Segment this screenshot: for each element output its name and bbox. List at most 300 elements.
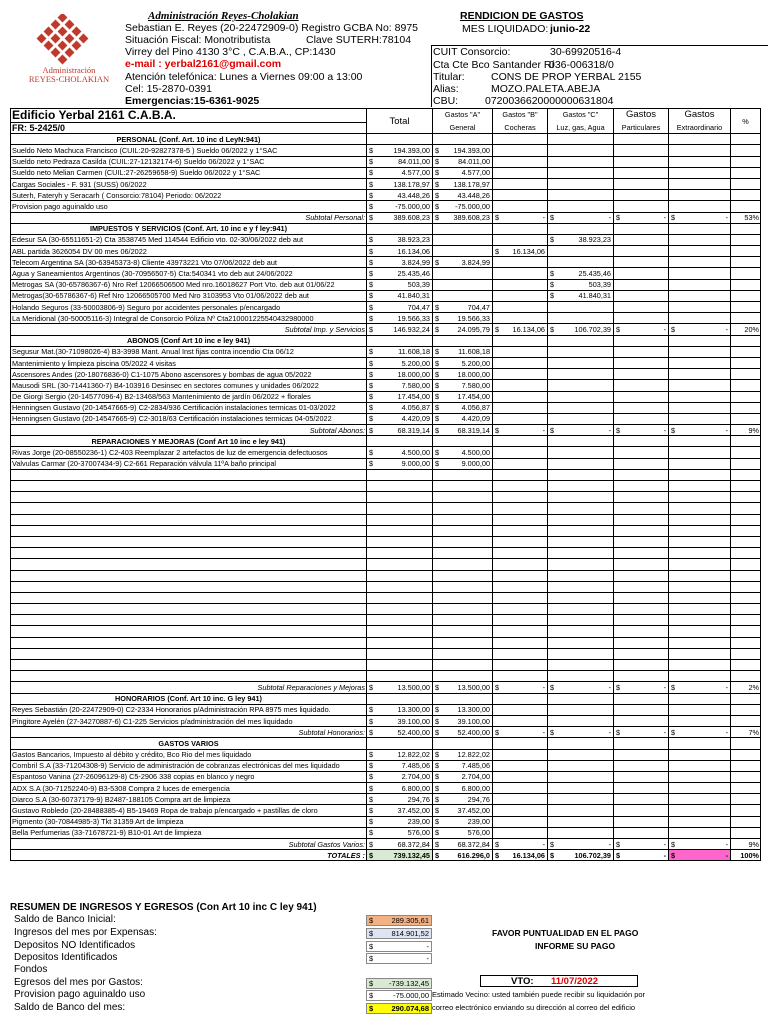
subtotal-e	[669, 727, 731, 738]
empty-cell	[433, 525, 493, 536]
subtotal-c	[548, 839, 614, 850]
expense-description: Pingitore Ayelén (27-34270887-6) C1-225 Servicios p/administración del mes liquidado	[11, 715, 367, 726]
gastos-c-cell	[548, 156, 614, 167]
empty-cell	[493, 469, 548, 480]
empty-cell	[548, 671, 614, 682]
section-title: GASTOS VARIOS	[11, 738, 367, 749]
empty-cell	[493, 592, 548, 603]
pct-cell	[731, 402, 761, 413]
empty-cell	[493, 525, 548, 536]
gastos-a-cell	[433, 771, 493, 782]
currency-symbol: $	[616, 213, 621, 223]
total-cell	[367, 190, 433, 201]
amount: 4.056,87	[401, 403, 430, 413]
expense-description: Valvulas Carmar (20-37007434-9) C2-661 Reparación válvula 11ºA baño principal	[11, 458, 367, 469]
currency-symbol: $	[435, 794, 440, 804]
header-line1: Sebastian E. Reyes (20-22472909-0) Registro GCBA No: 8975	[125, 22, 419, 34]
empty-cell	[669, 469, 731, 480]
total-cell	[367, 783, 433, 794]
empty-cell	[11, 592, 367, 603]
header	[0, 0, 768, 110]
empty-cell	[731, 615, 761, 626]
total-cell	[367, 402, 433, 413]
empty-cell	[367, 626, 433, 637]
gastos-e-cell	[669, 346, 731, 357]
pct-cell	[731, 302, 761, 313]
amount: -75.000,00	[395, 201, 430, 211]
gastos-b-cell	[493, 794, 548, 805]
currency-symbol: $	[369, 991, 374, 1000]
gastos-e-cell	[669, 201, 731, 212]
company-logo	[14, 12, 114, 84]
gastos-c-cell	[548, 402, 614, 413]
gastos-b-cell	[493, 302, 548, 313]
empty-cell	[731, 660, 761, 671]
col-gastos-d-top: Gastos	[625, 109, 657, 121]
empty-cell	[731, 693, 761, 704]
empty-cell	[548, 469, 614, 480]
logo-text-1: Administración	[42, 65, 96, 75]
subtotal-c	[548, 324, 614, 335]
empty-cell	[548, 693, 614, 704]
subtotal-a	[433, 850, 493, 861]
subtotal-d	[614, 324, 669, 335]
gastos-b-cell	[493, 357, 548, 368]
total-cell	[367, 447, 433, 458]
gastos-d-cell	[614, 246, 669, 257]
resumen-value	[366, 941, 432, 952]
amount: -	[663, 727, 666, 737]
empty-cell	[669, 604, 731, 615]
col-gastos-b	[493, 109, 548, 134]
amount: 4.420,09	[401, 414, 430, 424]
pct-cell	[731, 246, 761, 257]
gastos-b-cell	[493, 257, 548, 268]
empty-cell	[669, 548, 731, 559]
col-gastos-c-top: Gastos "C"	[562, 110, 599, 120]
expense-row	[11, 715, 761, 726]
total-cell	[367, 156, 433, 167]
expense-row	[11, 190, 761, 201]
header-line2b: Clave SUTERH:78104	[306, 34, 412, 46]
subtotal-b	[493, 839, 548, 850]
subtotal-pct: 100%	[731, 850, 761, 861]
currency-symbol: $	[435, 358, 440, 368]
empty-cell	[548, 660, 614, 671]
total-cell	[367, 413, 433, 424]
empty-cell	[367, 592, 433, 603]
currency-symbol: $	[435, 403, 440, 413]
pct-cell	[731, 145, 761, 156]
building-cell: Edificio Yerbal 2161 C.A.B.A.	[11, 109, 367, 123]
amount: 19.566,33	[397, 313, 430, 323]
expense-row	[11, 279, 761, 290]
amount: 4.577,00	[461, 168, 490, 178]
empty-cell	[11, 581, 367, 592]
currency-symbol: $	[369, 839, 374, 849]
currency-symbol: $	[435, 257, 440, 267]
gastos-c-cell	[548, 279, 614, 290]
empty-cell	[731, 592, 761, 603]
gastos-c-cell	[548, 760, 614, 771]
amount: 576,00	[467, 828, 490, 838]
gastos-d-cell	[614, 257, 669, 268]
gastos-e-cell	[669, 268, 731, 279]
currency-symbol: $	[671, 839, 676, 849]
section-title: REPARACIONES Y MEJORAS (Conf Art 10 inc e ley 941)	[11, 436, 367, 447]
header-line2a: Situación Fiscal: Monotributista	[125, 34, 271, 46]
empty-cell	[669, 536, 731, 547]
currency-symbol: $	[616, 839, 621, 849]
gastos-e-cell	[669, 246, 731, 257]
subtotal-pct: 53%	[731, 212, 761, 223]
empty-cell	[669, 134, 731, 145]
gastos-d-cell	[614, 167, 669, 178]
amount: 16.134,06	[512, 850, 545, 860]
total-cell	[367, 145, 433, 156]
expense-row	[11, 246, 761, 257]
empty-cell	[433, 481, 493, 492]
currency-symbol: $	[369, 806, 374, 816]
gastos-d-cell	[614, 302, 669, 313]
currency-symbol: $	[369, 1004, 374, 1013]
amount: 7.485,06	[401, 761, 430, 771]
empty-cell	[669, 581, 731, 592]
logo-caption	[14, 66, 124, 84]
empty-cell	[614, 660, 669, 671]
currency-symbol: $	[495, 850, 500, 860]
expense-description: Rivas Jorge (20-08550236-1) C2-403 Reemplazar 2 artefactos de luz de emergencia defectuosos	[11, 447, 367, 458]
empty-cell	[614, 604, 669, 615]
header-email[interactable]: e-mail : yerbal2161@gmail.com	[125, 58, 282, 70]
subtotal-b	[493, 212, 548, 223]
expense-description: Reyes Sebastián (20-22472909-0) C2-2334 Honorarios p/Administración RPA 8975 mes liquidado.	[11, 704, 367, 715]
empty-cell	[367, 738, 433, 749]
subtotal-b	[493, 850, 548, 861]
currency-symbol: $	[369, 168, 374, 178]
gastos-c-cell	[548, 290, 614, 301]
empty-cell	[367, 570, 433, 581]
empty-cell	[669, 660, 731, 671]
empty-cell	[548, 548, 614, 559]
empty-cell	[614, 592, 669, 603]
amount: 4.056,87	[461, 403, 490, 413]
empty-cell	[548, 648, 614, 659]
currency-symbol: $	[435, 806, 440, 816]
col-gastos-a-bottom: General	[449, 123, 476, 133]
resumen-value	[366, 1003, 432, 1014]
empty-cell	[731, 637, 761, 648]
expense-description: Gastos Bancarios, Impuesto al débito y crédito, Bco Rio del mes liquidado	[11, 749, 367, 760]
gastos-e-cell	[669, 704, 731, 715]
currency-symbol: $	[369, 145, 374, 155]
gastos-a-cell	[433, 145, 493, 156]
amount: 616.296,0	[457, 850, 490, 860]
amount: -	[725, 682, 728, 692]
pct-cell	[731, 805, 761, 816]
gastos-a-cell	[433, 794, 493, 805]
expense-row	[11, 827, 761, 838]
currency-symbol: $	[671, 727, 676, 737]
currency-symbol: $	[616, 850, 621, 860]
currency-symbol: $	[435, 850, 440, 860]
amount: -	[663, 213, 666, 223]
empty-cell	[548, 570, 614, 581]
amount: 16.134,06	[512, 324, 545, 334]
amount: 289.305,61	[391, 916, 429, 925]
cuit-value: 30-69920516-4	[550, 46, 622, 58]
cbu-value: 0720036620000000631804	[485, 95, 614, 107]
empty-cell	[11, 525, 367, 536]
gastos-a-cell	[433, 827, 493, 838]
currency-symbol: $	[435, 179, 440, 189]
subtotal-c	[548, 425, 614, 436]
empty-cell	[367, 648, 433, 659]
expense-row	[11, 794, 761, 805]
amount: -	[426, 954, 429, 963]
blank-row	[11, 514, 761, 525]
gastos-d-cell	[614, 357, 669, 368]
empty-cell	[548, 514, 614, 525]
subtotal-d	[614, 682, 669, 693]
empty-cell	[493, 660, 548, 671]
amount: 704,47	[407, 302, 430, 312]
gastos-c-cell	[548, 749, 614, 760]
subtotal-e	[669, 425, 731, 436]
subtotal-pct: 2%	[731, 682, 761, 693]
empty-cell	[367, 503, 433, 514]
empty-cell	[11, 604, 367, 615]
subtotal-c	[548, 850, 614, 861]
gastos-b-cell	[493, 346, 548, 357]
empty-cell	[493, 548, 548, 559]
currency-symbol: $	[671, 213, 676, 223]
currency-symbol: $	[616, 727, 621, 737]
currency-symbol: $	[369, 942, 374, 951]
subtotal-a	[433, 425, 493, 436]
expense-row	[11, 391, 761, 402]
empty-cell	[493, 335, 548, 346]
empty-cell	[548, 559, 614, 570]
amount: 16.134,06	[397, 246, 430, 256]
empty-cell	[433, 536, 493, 547]
total-cell	[367, 749, 433, 760]
empty-cell	[614, 615, 669, 626]
amount: -	[725, 839, 728, 849]
gastos-b-cell	[493, 156, 548, 167]
amount: 6.800,00	[461, 783, 490, 793]
empty-cell	[614, 738, 669, 749]
empty-cell	[614, 648, 669, 659]
currency-symbol: $	[435, 425, 440, 435]
currency-symbol: $	[369, 302, 374, 312]
currency-symbol: $	[369, 380, 374, 390]
empty-cell	[731, 469, 761, 480]
amount: 17.454,00	[457, 392, 490, 402]
expense-description: Edesur SA (30-65511651-2) Cta 3538745 Med 114544 Edificio vto. 02-30/06/2022 deb aut	[11, 234, 367, 245]
amount: 3.824,99	[401, 257, 430, 267]
amount: 290.074,68	[391, 1004, 429, 1013]
resumen-value	[366, 978, 432, 989]
empty-cell	[367, 536, 433, 547]
gastos-c-cell	[548, 190, 614, 201]
currency-symbol: $	[435, 828, 440, 838]
header-line3: Virrey del Pino 4130 3°C , C.A.B.A., CP:1430	[125, 46, 336, 58]
subtotal-d	[614, 850, 669, 861]
currency-symbol: $	[369, 257, 374, 267]
empty-cell	[731, 503, 761, 514]
total-cell	[367, 178, 433, 189]
col-gastos-d	[614, 109, 669, 134]
subtotal-row	[11, 727, 761, 738]
empty-cell	[367, 637, 433, 648]
empty-cell	[493, 503, 548, 514]
subtotal-c	[548, 682, 614, 693]
expense-row	[11, 413, 761, 424]
currency-symbol: $	[369, 201, 374, 211]
gastos-b-cell	[493, 805, 548, 816]
empty-cell	[669, 738, 731, 749]
pct-cell	[731, 178, 761, 189]
currency-symbol: $	[550, 727, 555, 737]
currency-symbol: $	[435, 145, 440, 155]
empty-cell	[548, 738, 614, 749]
amount: 52.400,00	[457, 727, 490, 737]
gastos-a-cell	[433, 704, 493, 715]
expense-row	[11, 167, 761, 178]
amount: 5.200,00	[401, 358, 430, 368]
pct-cell	[731, 447, 761, 458]
currency-symbol: $	[369, 916, 374, 925]
gastos-e-cell	[669, 413, 731, 424]
empty-cell	[433, 469, 493, 480]
mes-label: MES LIQUIDADO:	[462, 23, 549, 35]
amount: -	[725, 425, 728, 435]
gastos-b-cell	[493, 167, 548, 178]
amount: -	[725, 324, 728, 334]
blank-row	[11, 604, 761, 615]
amount: -	[663, 324, 666, 334]
currency-symbol: $	[435, 817, 440, 827]
empty-cell	[433, 604, 493, 615]
alias-value: MOZO.PALETA.ABEJA	[491, 83, 601, 95]
total-cell	[367, 257, 433, 268]
amount: 18.000,00	[397, 369, 430, 379]
empty-cell	[367, 469, 433, 480]
empty-cell	[669, 525, 731, 536]
empty-cell	[433, 693, 493, 704]
currency-symbol: $	[550, 682, 555, 692]
gastos-b-cell	[493, 715, 548, 726]
gastos-e-cell	[669, 783, 731, 794]
amount: 68.372,84	[397, 839, 430, 849]
subtotal-d	[614, 839, 669, 850]
amount: 18.000,00	[457, 369, 490, 379]
gastos-d-cell	[614, 413, 669, 424]
currency-symbol: $	[671, 324, 676, 334]
gastos-a-cell	[433, 369, 493, 380]
expense-description: ABL partida 3626054 DV 00 mes 06/2022	[11, 246, 367, 257]
empty-cell	[367, 134, 433, 145]
expense-description: Henningsen Gustavo (20-14547665-9) C2-2834/936 Certificación instalaciones termicas 01-03/2022	[11, 402, 367, 413]
currency-symbol: $	[369, 705, 374, 715]
empty-cell	[669, 559, 731, 570]
blank-row	[11, 536, 761, 547]
gastos-a-cell	[433, 234, 493, 245]
resumen-label: Egresos del mes por Gastos:	[14, 977, 143, 988]
pct-cell	[731, 715, 761, 726]
section-header-row	[11, 693, 761, 704]
empty-cell	[367, 693, 433, 704]
currency-symbol: $	[369, 850, 374, 860]
cta-label: Cta Cte Bco Santander Rí	[433, 59, 555, 71]
subtotal-a	[433, 324, 493, 335]
amount: -	[663, 425, 666, 435]
gastos-b-cell	[493, 391, 548, 402]
gastos-c-cell	[548, 771, 614, 782]
currency-symbol: $	[435, 839, 440, 849]
currency-symbol: $	[435, 448, 440, 458]
fr-cell: FR: 5-2425/0	[11, 123, 367, 134]
empty-cell	[548, 481, 614, 492]
empty-cell	[433, 660, 493, 671]
subtotal-e	[669, 212, 731, 223]
empty-cell	[493, 514, 548, 525]
amount: 814.901,52	[391, 929, 429, 938]
gastos-c-cell	[548, 447, 614, 458]
gastos-b-cell	[493, 313, 548, 324]
empty-cell	[614, 581, 669, 592]
expense-description: Mantenimiento y limpieza piscina 05/2022 4 visitas	[11, 357, 367, 368]
cbu-label: CBU:	[433, 95, 459, 107]
empty-cell	[433, 626, 493, 637]
amount: 13.500,00	[457, 682, 490, 692]
amount: -	[542, 682, 545, 692]
currency-symbol: $	[369, 179, 374, 189]
amount: 12.822,02	[397, 750, 430, 760]
empty-cell	[731, 626, 761, 637]
currency-symbol: $	[616, 324, 621, 334]
blank-row	[11, 615, 761, 626]
empty-cell	[367, 335, 433, 346]
empty-cell	[669, 570, 731, 581]
empty-cell	[669, 592, 731, 603]
section-title: ABONOS (Conf Art 10 inc e ley 941)	[11, 335, 367, 346]
empty-cell	[614, 469, 669, 480]
currency-symbol: $	[616, 682, 621, 692]
amount: -	[725, 850, 728, 860]
subtotal-d	[614, 727, 669, 738]
empty-cell	[367, 660, 433, 671]
subtotal-t	[367, 839, 433, 850]
currency-symbol: $	[369, 716, 374, 726]
blank-row	[11, 481, 761, 492]
empty-cell	[367, 615, 433, 626]
amount: -	[608, 839, 611, 849]
currency-symbol: $	[369, 414, 374, 424]
expense-description: Segusur Mat.(30-71098026-4) B3-3998 Mant. Anual Inst fijas contra incendio Cta 06/12	[11, 346, 367, 357]
currency-symbol: $	[435, 190, 440, 200]
amount: -	[542, 213, 545, 223]
gastos-a-cell	[433, 413, 493, 424]
resumen-value	[366, 990, 432, 1001]
amount: -	[663, 839, 666, 849]
amount: 3.824,99	[461, 257, 490, 267]
currency-symbol: $	[369, 403, 374, 413]
expense-description: Provision pago aguinaldo uso	[11, 201, 367, 212]
subtotal-pct: 20%	[731, 324, 761, 335]
section-header-row	[11, 134, 761, 145]
